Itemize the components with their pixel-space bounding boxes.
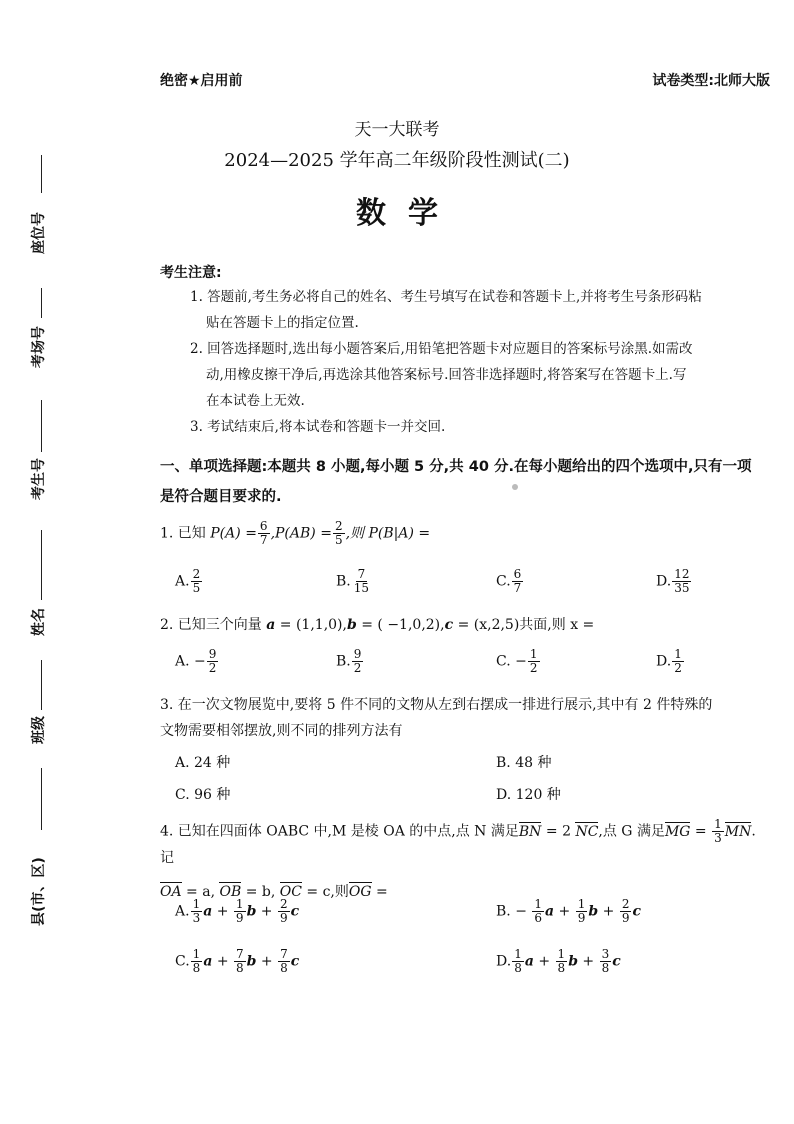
notice-item-3 <box>190 414 770 440</box>
q2-vec-c-val: = (x,2,5)共面,则 x = <box>453 617 595 633</box>
q4-vec-oc: OC <box>279 884 302 900</box>
frac-num: 2 <box>280 897 288 911</box>
side-field-class: 班级 <box>31 716 47 744</box>
section-heading-line2: 是符合题目要求的. <box>160 489 282 505</box>
side-line-5 <box>41 660 42 710</box>
notice-title: 考生注意: <box>160 265 222 281</box>
q2-option-c[interactable] <box>496 648 541 675</box>
q3-option-c[interactable]: C. 96 种 <box>175 787 231 803</box>
q4-option-b-vec-2: c <box>632 903 641 920</box>
q4-option-d-sign-1: + <box>533 953 555 970</box>
frac-den: 9 <box>235 911 244 925</box>
q2-option-a[interactable] <box>175 648 219 675</box>
q1-tail: ,则 P(B|A) = <box>345 525 431 542</box>
q4-option-c-frac-1 <box>234 948 246 975</box>
q2-option-c-den: 2 <box>529 661 538 675</box>
frac-den: 8 <box>236 961 244 975</box>
q4-option-a-frac-1 <box>234 898 246 925</box>
q1-option-c-num: 6 <box>513 567 522 581</box>
q4-vec-og: OG <box>348 884 372 900</box>
q2-option-c-label: C. <box>496 653 511 670</box>
q4-frac <box>712 818 724 845</box>
q2-option-a-num: 9 <box>208 647 217 661</box>
notice-item-2-line1: 2. 回答选择题时,选出每小题答案后,用铅笔把答题卡对应题目的答案标号涂黑.如需改 <box>190 341 693 357</box>
frac-num: 1 <box>192 947 201 961</box>
q2-option-b[interactable] <box>336 648 364 675</box>
q2-option-b-label: B. <box>336 653 351 670</box>
q1-option-b-label: B. <box>336 573 351 590</box>
frac-num: 1 <box>235 897 244 911</box>
q4-oa-val: = a, <box>181 884 220 900</box>
q4-option-d-frac-0 <box>512 948 524 975</box>
section-heading-line1: 一、单项选择题:本题共 8 小题,每小题 5 分,共 40 分.在每小题给出的四个选项中,只有一项 <box>160 459 752 475</box>
q4-option-c-sign-1: + <box>212 953 234 970</box>
question-4 <box>160 818 770 905</box>
q2-option-c-sign: − <box>515 653 527 670</box>
q4-option-b-frac-2 <box>620 898 632 925</box>
q4-tail: = <box>371 884 388 900</box>
q1-option-d[interactable] <box>656 568 692 595</box>
q1-frac-pab-num: 2 <box>334 519 343 533</box>
q2-vec-a: a <box>266 617 276 633</box>
q4-vec-mg: MG <box>664 823 691 840</box>
q2-option-a-sign: − <box>194 653 206 670</box>
q4-option-d-vec-1: b <box>568 953 578 970</box>
side-line-6 <box>41 768 42 830</box>
exam-title: 2024—2025 学年高二年级阶段性测试(二) <box>224 150 570 171</box>
q4-option-b[interactable] <box>496 898 641 925</box>
q4-option-d-frac-1 <box>556 948 568 975</box>
q4-option-b-vec-1: b <box>588 903 599 920</box>
q4-option-a-frac-2 <box>278 898 290 925</box>
q2-option-d-num: 1 <box>674 647 682 661</box>
q2-option-a-frac <box>207 648 219 675</box>
q4-option-b-sign-1: + <box>554 903 575 920</box>
frac-den: 6 <box>534 911 543 925</box>
section-heading <box>160 452 770 512</box>
side-line-3 <box>41 400 42 452</box>
frac-num: 7 <box>280 947 288 961</box>
q1-option-b-num: 7 <box>357 567 366 581</box>
q3-line1: 3. 在一次文物展览中,要将 5 件不同的文物从左到右摆成一排进行展示,其中有 2 件特殊的 <box>160 697 713 713</box>
q1-option-a-den: 5 <box>192 581 201 595</box>
q1-option-d-frac <box>672 568 691 595</box>
q4-option-a-label: A. <box>175 903 190 920</box>
frac-den: 3 <box>192 911 201 925</box>
q4-text2: ,点 G 满足 <box>598 823 665 840</box>
q2-vec-b-val: = ( −1,0,2), <box>356 617 445 633</box>
q2-option-d-label: D. <box>656 653 672 670</box>
q1-option-a-label: A. <box>175 573 190 590</box>
q4-option-c[interactable] <box>175 948 299 975</box>
side-field-county: 县(市、区) <box>31 857 47 926</box>
frac-num: 1 <box>557 947 566 961</box>
q4-option-b-sign-0: − <box>510 903 532 920</box>
frac-num: 3 <box>601 947 610 961</box>
q1-option-d-num: 12 <box>674 567 690 581</box>
q4-vec-oa: OA <box>160 884 182 900</box>
q1-option-d-den: 35 <box>674 581 690 595</box>
frac-den: 9 <box>621 911 630 925</box>
q4-option-c-label: C. <box>175 953 190 970</box>
q4-oc-val: = c,则 <box>301 884 349 900</box>
side-field-room: 考场号 <box>31 326 47 368</box>
q1-option-b-den: 15 <box>353 581 370 595</box>
question-3 <box>160 692 770 744</box>
q4-eq2: = 2 <box>541 823 576 840</box>
q1-option-c-label: C. <box>496 573 511 590</box>
q4-vec-bn: BN <box>518 823 542 840</box>
notice-item-1-line1: 1. 答题前,考生务必将自己的姓名、考生号填写在试卷和答题卡上,并将考生号条形码粘 <box>190 289 702 305</box>
frac-den: 9 <box>280 911 288 925</box>
q1-option-c[interactable] <box>496 568 524 595</box>
organizer-name: 天一大联考 <box>354 120 440 140</box>
frac-num: 2 <box>621 897 630 911</box>
q1-eq: = <box>245 525 257 542</box>
q2-option-c-num: 1 <box>529 647 538 661</box>
q4-option-c-vec-1: b <box>246 953 257 970</box>
q2-option-a-den: 2 <box>208 661 217 675</box>
side-field-name: 姓名 <box>31 608 47 636</box>
q2-option-c-frac <box>528 648 540 675</box>
q1-option-a-frac <box>191 568 203 595</box>
q1-option-d-label: D. <box>656 573 672 590</box>
confidential-label: 绝密★启用前 <box>160 73 243 89</box>
frac-num: 1 <box>577 897 586 911</box>
q3-option-d[interactable]: D. 120 种 <box>496 787 561 803</box>
q4-text3: . 记 <box>160 823 756 866</box>
frac-num: 1 <box>514 947 522 961</box>
question-1 <box>160 520 770 547</box>
frac-num: 1 <box>192 897 201 911</box>
q4-option-a-sign-2: + <box>256 903 277 920</box>
q2-option-d-frac <box>672 648 684 675</box>
q4-text1: 4. 已知在四面体 OABC 中,M 是棱 OA 的中点,点 N 满足 <box>160 823 519 840</box>
q1-option-c-frac <box>512 568 524 595</box>
q4-vec-mn: MN <box>724 823 752 840</box>
q4-option-b-frac-1 <box>576 898 588 925</box>
q4-line1 <box>160 818 770 871</box>
q1-pa: P(A) <box>210 525 241 542</box>
q1-option-b[interactable] <box>336 568 372 595</box>
q4-option-a[interactable] <box>175 898 299 925</box>
frac-den: 8 <box>280 961 288 975</box>
q2-vec-b: b <box>346 617 357 633</box>
q4-option-a-sign-1: + <box>212 903 233 920</box>
q2-option-b-frac <box>352 648 364 675</box>
q4-vec-ob: OB <box>219 884 242 900</box>
q2-vec-c: c <box>444 617 454 633</box>
q4-option-d-vec-2: c <box>612 953 621 970</box>
q4-option-c-frac-2 <box>278 948 290 975</box>
notice-item-2 <box>190 336 770 414</box>
q1-frac-pa <box>258 520 270 547</box>
q4-option-b-frac-0 <box>532 898 544 925</box>
q1-frac-pa-num: 6 <box>259 519 268 533</box>
q4-option-b-vec-0: a <box>545 903 555 920</box>
q4-option-b-sign-2: + <box>598 903 619 920</box>
q4-option-c-vec-2: c <box>290 953 300 970</box>
side-field-seat: 座位号 <box>31 212 47 254</box>
q4-option-a-vec-1: b <box>246 903 257 920</box>
frac-num: 7 <box>236 947 244 961</box>
q2-option-d-den: 2 <box>674 661 682 675</box>
frac-den: 8 <box>514 961 522 975</box>
notice-item-1 <box>190 284 770 336</box>
notice-item-1-line2: 贴在答题卡上的指定位置. <box>206 315 359 331</box>
q3-option-a[interactable]: A. 24 种 <box>175 755 231 771</box>
notice-item-2-line2: 动,用橡皮擦干净后,再选涂其他答案标号.回答非选择题时,将答案写在答题卡上.写 <box>206 367 687 383</box>
q4-option-a-vec-0: a <box>203 903 213 920</box>
frac-den: 8 <box>601 961 610 975</box>
q4-ob-val: = b, <box>241 884 280 900</box>
notice-item-3-line1: 3. 考试结束后,将本试卷和答题卡一并交回. <box>190 419 446 435</box>
q1-option-a-num: 2 <box>192 567 201 581</box>
q1-option-b-frac <box>352 568 371 595</box>
q4-option-d-vec-0: a <box>524 953 534 970</box>
q4-option-d-label: D. <box>496 953 512 970</box>
notice-item-2-line3: 在本试卷上无效. <box>206 393 305 409</box>
q2-option-b-num: 9 <box>353 647 362 661</box>
q1-prefix: 1. 已知 <box>160 525 206 542</box>
q4-frac-den: 3 <box>714 831 722 845</box>
q4-option-c-frac-0 <box>191 948 203 975</box>
q1-frac-pa-den: 7 <box>259 533 268 547</box>
q4-option-c-vec-0: a <box>203 953 213 970</box>
q2-prefix: 2. 已知三个向量 <box>160 617 262 633</box>
frac-den: 8 <box>192 961 201 975</box>
frac-den: 9 <box>577 911 586 925</box>
question-2 <box>160 612 770 638</box>
side-line-2 <box>41 288 42 318</box>
side-field-id: 考生号 <box>31 458 47 500</box>
q3-line2: 文物需要相邻摆放,则不同的排列方法有 <box>160 723 403 739</box>
q4-vec-nc: NC <box>575 823 599 840</box>
q1-option-c-den: 7 <box>513 581 522 595</box>
q2-option-d[interactable] <box>656 648 685 675</box>
q3-option-b[interactable]: B. 48 种 <box>496 755 552 771</box>
q4-option-c-sign-2: + <box>256 953 278 970</box>
scan-speck <box>512 484 518 490</box>
q4-option-a-vec-2: c <box>290 903 300 920</box>
q1-eq2: = <box>320 525 332 542</box>
frac-den: 8 <box>557 961 566 975</box>
subject-title: 数学 <box>356 196 460 231</box>
paper-type-label: 试卷类型:北师大版 <box>652 73 770 89</box>
q4-eq3: = <box>690 823 712 840</box>
q2-vec-a-val: = (1,1,0), <box>275 617 347 633</box>
q4-option-d-frac-2 <box>600 948 612 975</box>
q1-frac-pab <box>333 520 345 547</box>
q4-frac-num: 1 <box>714 817 722 831</box>
side-line-4 <box>41 530 42 600</box>
q1-frac-pab-den: 5 <box>334 533 343 547</box>
q1-pab: ,P(AB) <box>270 525 316 542</box>
q2-option-a-label: A. <box>175 653 190 670</box>
q2-option-b-den: 2 <box>353 661 362 675</box>
q4-option-b-label: B. <box>496 903 511 920</box>
q1-option-a[interactable] <box>175 568 203 595</box>
q4-option-d[interactable] <box>496 948 621 975</box>
frac-num: 1 <box>534 897 543 911</box>
q4-option-d-sign-2: + <box>577 953 599 970</box>
q4-option-a-frac-0 <box>191 898 203 925</box>
